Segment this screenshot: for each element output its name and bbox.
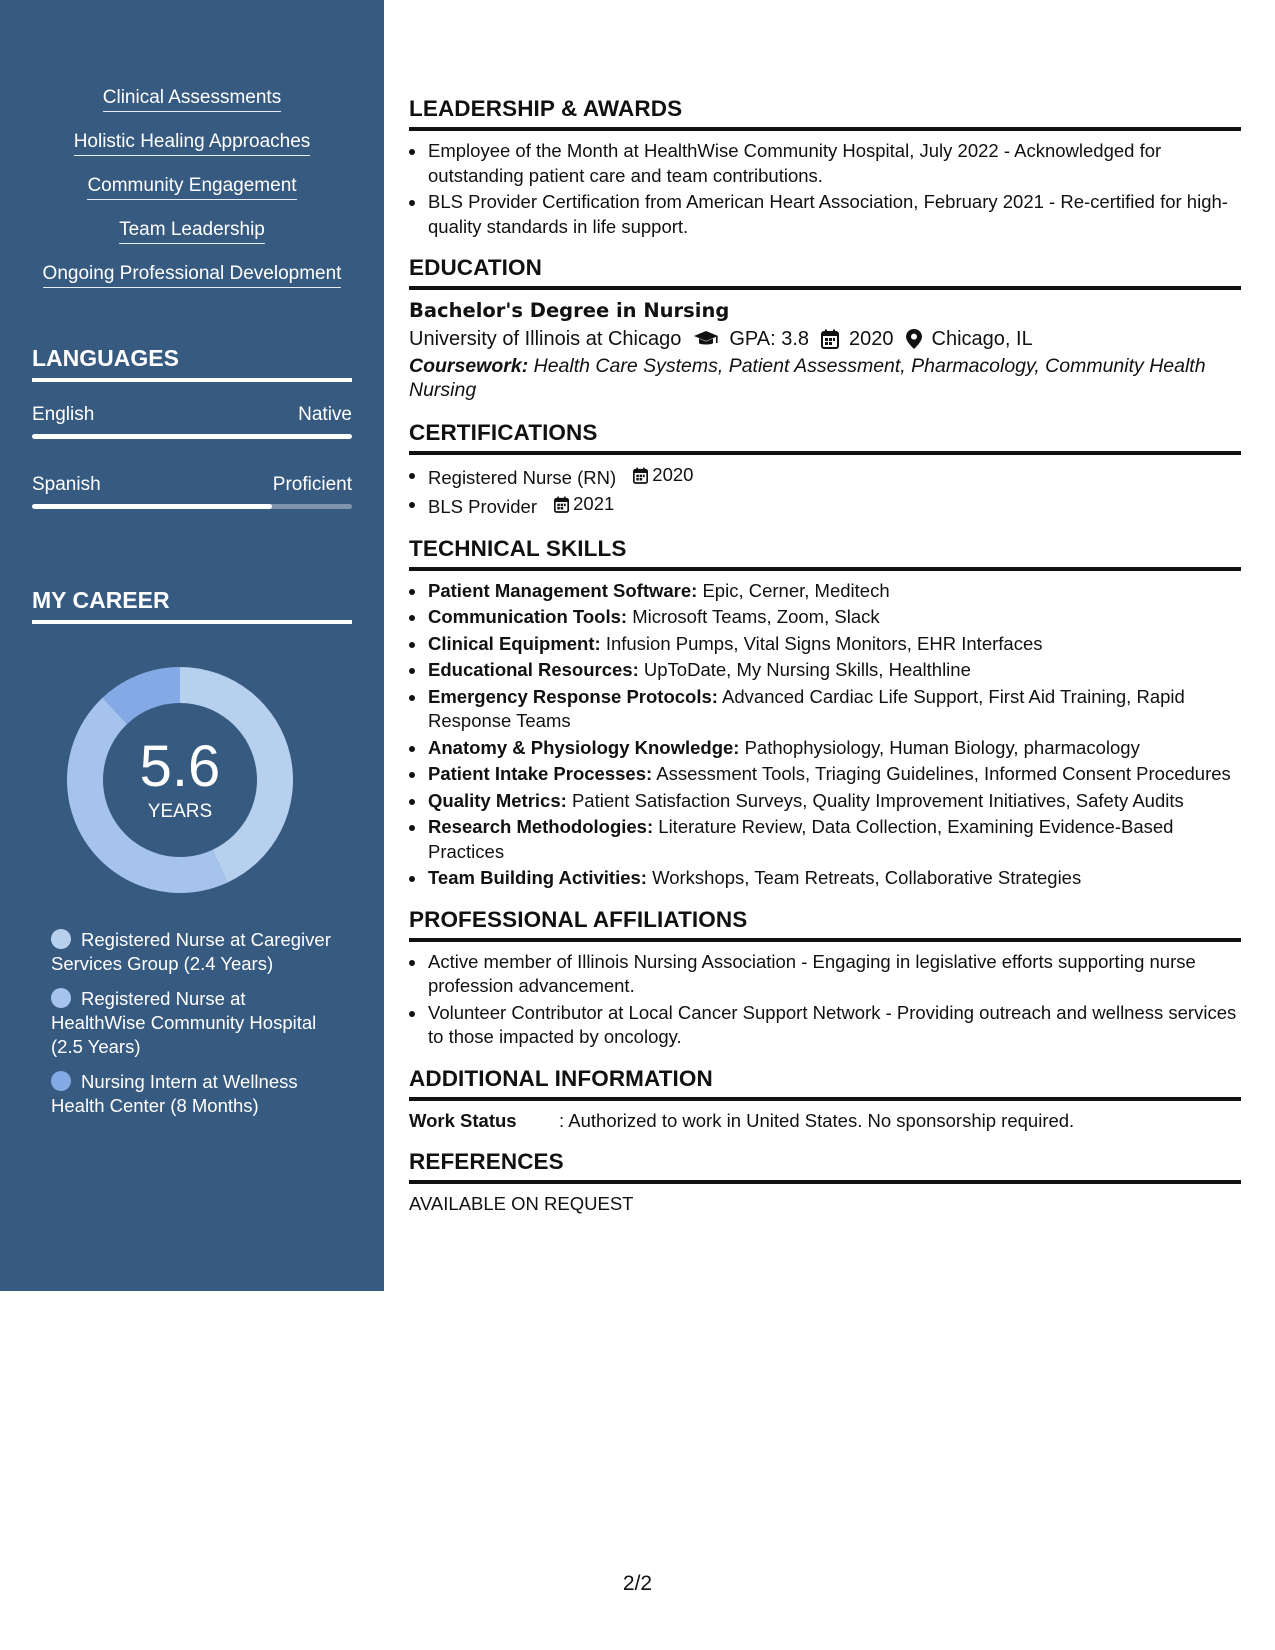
certification-year: 2020 xyxy=(652,464,694,485)
section-title: TECHNICAL SKILLS xyxy=(409,536,1241,571)
skill-label: Anatomy & Physiology Knowledge: xyxy=(428,736,740,758)
career-item xyxy=(51,1070,341,1118)
career-item-text: Registered Nurse at Caregiver Services Group (2.4 Years) xyxy=(51,929,331,974)
languages-title: LANGUAGES xyxy=(32,345,352,382)
coursework-label: Coursework: xyxy=(409,355,529,377)
additional-info-section xyxy=(409,1066,1241,1133)
career-total-unit: YEARS xyxy=(147,801,213,822)
career-dot-icon xyxy=(51,1071,71,1091)
skill-label: Communication Tools: xyxy=(428,606,628,627)
work-status-row xyxy=(409,1109,1241,1133)
skill-label: Clinical Equipment: xyxy=(428,632,601,654)
skill-value: Infusion Pumps, Vital Signs Monitors, EHR Interfaces xyxy=(605,632,1043,654)
career-dot-icon xyxy=(51,988,71,1008)
work-status-label: Work Status xyxy=(409,1109,517,1131)
certification-item xyxy=(409,492,1241,519)
skill-value: Pathophysiology, Human Biology, pharmacology xyxy=(744,736,1140,758)
skill-value: Workshops, Team Retreats, Collaborative Strategies xyxy=(652,867,1082,888)
career-item-text: Registered Nurse at HealthWise Community Hospital (2.5 Years) xyxy=(51,988,317,1057)
skill-label: Team Building Activities: xyxy=(428,867,647,888)
skill-entry xyxy=(409,762,1241,787)
skill-entry xyxy=(409,736,1241,761)
references-section xyxy=(409,1149,1241,1216)
certification-name: Registered Nurse (RN) xyxy=(428,466,617,488)
language-row-spanish xyxy=(32,474,352,496)
career-item xyxy=(51,928,341,976)
language-bar-spanish xyxy=(32,504,352,509)
skill-entry xyxy=(409,866,1241,891)
location-pin-icon xyxy=(906,329,922,349)
certification-item xyxy=(409,463,1241,490)
skill-value: Literature Review, Data Collection, Examining Evidence-Based Practices xyxy=(428,816,1174,862)
career-item xyxy=(51,987,341,1059)
section-title: EDUCATION xyxy=(409,255,1241,290)
section-title: REFERENCES xyxy=(409,1149,1241,1184)
list-item: Employee of the Month at HealthWise Community Hospital, July 2022 - Acknowledged for outstanding patient care and team contributions. xyxy=(409,139,1241,188)
leadership-section xyxy=(409,96,1241,239)
school: University of Illinois at Chicago xyxy=(409,328,682,350)
skill-value: Patient Satisfaction Surveys, Quality Improvement Initiatives, Safety Audits xyxy=(571,789,1184,811)
career-total-value: 5.6 xyxy=(139,734,221,799)
career-title: MY CAREER xyxy=(32,587,352,624)
skill-value: Assessment Tools, Triaging Guidelines, Informed Consent Procedures xyxy=(656,763,1231,784)
graduation-cap-icon xyxy=(693,330,719,348)
skill-entry xyxy=(409,605,1241,630)
calendar-icon xyxy=(821,329,839,349)
references-text: AVAILABLE ON REQUEST xyxy=(409,1192,634,1214)
certifications-section xyxy=(409,420,1241,520)
language-level: Native xyxy=(298,404,352,425)
list-item: BLS Provider Certification from American Heart Association, February 2021 - Re-certified for high-quality standards in life support. xyxy=(409,190,1241,239)
skill-entry xyxy=(409,815,1241,864)
education-section xyxy=(409,255,1241,402)
list-item: Active member of Illinois Nursing Association - Engaging in legislative efforts supporting nurse profession advancement. xyxy=(409,950,1241,999)
skill-item: Ongoing Professional Development xyxy=(43,262,342,288)
section-title: LEADERSHIP & AWARDS xyxy=(409,96,1241,131)
skill-label: Quality Metrics: xyxy=(428,789,567,811)
location: Chicago, IL xyxy=(931,328,1033,350)
skill-entry xyxy=(409,789,1241,814)
skill-item: Team Leadership xyxy=(119,218,265,244)
technical-skills-section xyxy=(409,536,1241,891)
list-item: Volunteer Contributor at Local Cancer Support Network - Providing outreach and wellness services to those impacted by oncology. xyxy=(409,1001,1241,1050)
sidebar xyxy=(0,0,384,1291)
career-donut xyxy=(66,666,294,894)
certification-year: 2021 xyxy=(573,493,615,515)
calendar-icon xyxy=(633,467,648,484)
degree: Bachelor's Degree in Nursing xyxy=(409,299,730,322)
skill-label: Educational Resources: xyxy=(428,659,639,680)
affiliations-section xyxy=(409,907,1241,1050)
skill-label: Patient Management Software: xyxy=(428,579,698,601)
graduation-year: 2020 xyxy=(849,328,894,350)
language-row-english xyxy=(32,404,352,426)
language-level: Proficient xyxy=(272,474,352,495)
career-dot-icon xyxy=(51,929,71,949)
language-bar-fill xyxy=(32,504,272,509)
section-title: PROFESSIONAL AFFILIATIONS xyxy=(409,907,1241,942)
language-name: English xyxy=(32,404,95,425)
skills-list xyxy=(0,86,384,306)
gpa: GPA: 3.8 xyxy=(729,328,810,350)
career-item-text: Nursing Intern at Wellness Health Center (8 Months) xyxy=(51,1071,298,1116)
language-bar-fill xyxy=(32,434,352,439)
section-title: ADDITIONAL INFORMATION xyxy=(409,1066,1241,1101)
language-name: Spanish xyxy=(32,474,101,495)
skill-label: Patient Intake Processes: xyxy=(428,763,653,784)
skill-value: Advanced Cardiac Life Support, First Aid Training, Rapid Response Teams xyxy=(428,685,1185,731)
skill-value: Microsoft Teams, Zoom, Slack xyxy=(632,606,880,627)
skill-entry xyxy=(409,658,1241,683)
skill-item: Clinical Assessments xyxy=(103,86,281,112)
skill-item: Community Engagement xyxy=(87,174,296,200)
skill-value: Epic, Cerner, Meditech xyxy=(702,579,890,601)
skill-item: Holistic Healing Approaches xyxy=(74,130,311,156)
certification-name: BLS Provider xyxy=(428,496,537,517)
section-title: CERTIFICATIONS xyxy=(409,420,1241,455)
calendar-icon xyxy=(554,496,569,513)
career-list xyxy=(51,928,341,1129)
skill-entry xyxy=(409,579,1241,604)
skill-entry xyxy=(409,685,1241,734)
page-number: 2/2 xyxy=(622,1572,653,1595)
work-status-value: : Authorized to work in United States. No sponsorship required. xyxy=(559,1109,1075,1131)
education-details xyxy=(409,324,1241,354)
coursework xyxy=(409,354,1241,402)
coursework-list: Health Care Systems, Patient Assessment, Pharmacology, Community Health Nursing xyxy=(409,355,1206,401)
language-bar-english xyxy=(32,434,352,439)
skill-entry xyxy=(409,632,1241,657)
skill-label: Research Methodologies: xyxy=(428,816,654,837)
skill-label: Emergency Response Protocols: xyxy=(428,685,718,707)
skill-value: UpToDate, My Nursing Skills, Healthline xyxy=(643,659,971,680)
main-content xyxy=(409,96,1241,1216)
